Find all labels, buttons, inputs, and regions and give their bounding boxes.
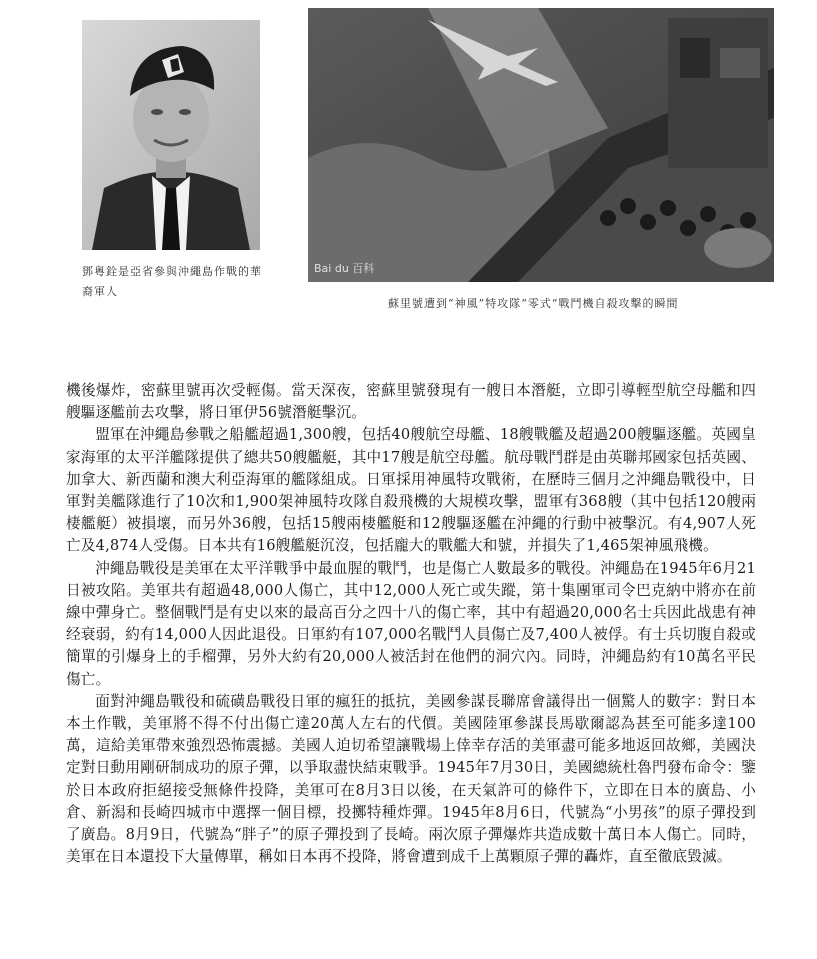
warship-photo (308, 8, 774, 282)
warship-caption: 蘇里號遭到“神風”特攻隊“零式”戰鬥機自殺攻擊的瞬間 (388, 297, 679, 310)
paragraph: 機後爆炸，密蘇里號再次受輕傷。當天深夜，密蘇里號發現有一艘日本潛艇，立即引導輕型航空母艦和四艘驅逐艦前去攻擊，將日軍伊56號潛艇擊沉。 (66, 382, 756, 422)
article-body (66, 380, 756, 868)
portrait-photo (82, 20, 260, 250)
paragraph: 沖繩島戰役是美軍在太平洋戰爭中最血腥的戰鬥，也是傷亡人數最多的戰役。沖繩島在1945年6月21日被攻陷。美軍共有超過48,000人傷亡，其中12,000人死亡或失蹤，第十集團軍司令巴克納中將亦在前線中彈身亡。整個戰鬥是有史以來的最高百分之四十八的傷亡率，其中有超過20,000名士兵因此战患有神经衰弱，約有14,000人因此退役。日軍約有107,000名戰鬥人員傷亡及7,400人被俘。有士兵切腹自殺或簡單的引爆身上的手榴彈，另外大約有20,000人被活封在他們的洞穴內。同時，沖繩島約有10萬名平民傷亡。 (66, 559, 756, 688)
portrait-caption: 鄧粵銓是亞省參與沖繩島作戰的華裔軍人 (82, 265, 262, 298)
watermark-text: Bai du 百科 (314, 262, 375, 275)
paragraph: 盟軍在沖繩島參戰之船艦超過1,300艘，包括40艘航空母艦、18艘戰艦及超過200艘驅逐艦。英國皇家海軍的太平洋艦隊提供了總共50艘艦艇，其中17艘是航空母艦。航母戰鬥群是由英聯邦國家包括英國、加拿大、新西蘭和澳大利亞海軍的艦隊組成。日軍採用神風特攻戰術，在歷時三個月之沖繩島戰役中，日軍對美艦隊進行了10次和1,900架神風特攻隊自殺飛機的大規模攻擊，盟軍有368艘（其中包括120艘兩棲艦艇）被損壞，而另外36艘，包括15艘兩棲艦艇和12艘驅逐艦在沖繩的行動中被擊沉。有4,907人死亡及4,874人受傷。日本共有16艘艦艇沉沒，包括龐大的戰艦大和號，并損失了1,465架神風飛機。 (66, 426, 756, 555)
paragraph: 面對沖繩島戰役和硫磺島戰役日軍的瘋狂的抵抗，美國參謀長聯席會議得出一個驚人的數字：對日本本土作戰，美軍將不得不付出傷亡達20萬人左右的代價。美國陸軍參謀長馬歇爾認為甚至可能多達100萬，這給美軍帶來強烈恐怖震撼。美國人迫切希望讓戰場上倖幸存活的美軍盡可能多地返回故鄉，美國決定對日動用剛研制成功的原子彈，以爭取盡快結束戰爭。1945年7月30日，美國總統杜魯門發布命令：鑒於日本政府拒絕接受無條件投降，美軍可在8月3日以後，在天氣許可的條件下，立即在日本的廣島、小倉、新潟和長崎四城市中選擇一個目標，投擲特種炸彈。1945年8月6日，代號為“小男孩”的原子彈投到了廣島。8月9日，代號為“胖子”的原子彈投到了長崎。兩次原子彈爆炸共造成數十萬日本人傷亡。同時，美軍在日本還投下大量傳單，稱如日本再不投降，將會遭到成千上萬顆原子彈的轟炸，直至徹底毀滅。 (66, 692, 756, 866)
